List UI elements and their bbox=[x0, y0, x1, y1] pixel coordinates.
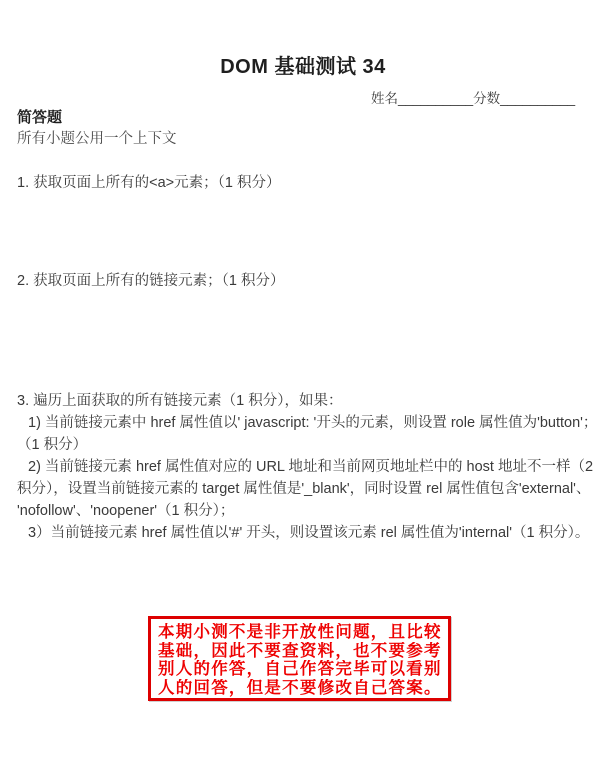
page-title: DOM 基础测试 34 bbox=[220, 56, 386, 78]
name-score-blanks: 姓名__________分数__________ bbox=[371, 91, 576, 106]
notice-line: 人的回答，但是不要修改自己答案。 bbox=[158, 678, 441, 697]
section-note: 所有小题公用一个上下文 bbox=[17, 131, 177, 147]
notice-line: 本期小测不是非开放性问题，且比较 bbox=[158, 623, 441, 641]
question-3-line: 2) 当前链接元素 href 属性值对应的 URL 地址和当前网页地址栏中的 host 地址不一样（2 bbox=[28, 459, 594, 475]
question-1: 1. 获取页面上所有的<a>元素；（1 积分） bbox=[17, 175, 281, 191]
notice-box bbox=[148, 616, 451, 701]
question-3-line: 积分），设置当前链接元素的 target 属性值是'_blank'，同时设置 rel 属性值包含'external'、 bbox=[17, 481, 591, 497]
notice-line: 别人的作答，自己作答完毕可以看别 bbox=[158, 660, 441, 678]
question-3-line: 'nofollow'、'noopener'（1 积分）； bbox=[17, 503, 235, 519]
question-3 bbox=[17, 390, 598, 544]
question-3-line: （1 积分） bbox=[17, 437, 88, 453]
question-3-line: 1) 当前链接元素中 href 属性值以' javascript: '开头的元素，则设置 role 属性值为'button'； bbox=[28, 415, 598, 431]
question-2: 2. 获取页面上所有的链接元素；（1 积分） bbox=[17, 273, 285, 289]
section-heading: 简答题 bbox=[17, 109, 63, 126]
notice-line: 基础，因此不要查资料，也不要参考 bbox=[158, 641, 441, 660]
question-3-line: 3）当前链接元素 href 属性值以'#' 开头，则设置该元素 rel 属性值为'internal'（1 积分）。 bbox=[28, 525, 590, 541]
question-3-line: 3. 遍历上面获取的所有链接元素（1 积分），如果： bbox=[17, 393, 343, 409]
